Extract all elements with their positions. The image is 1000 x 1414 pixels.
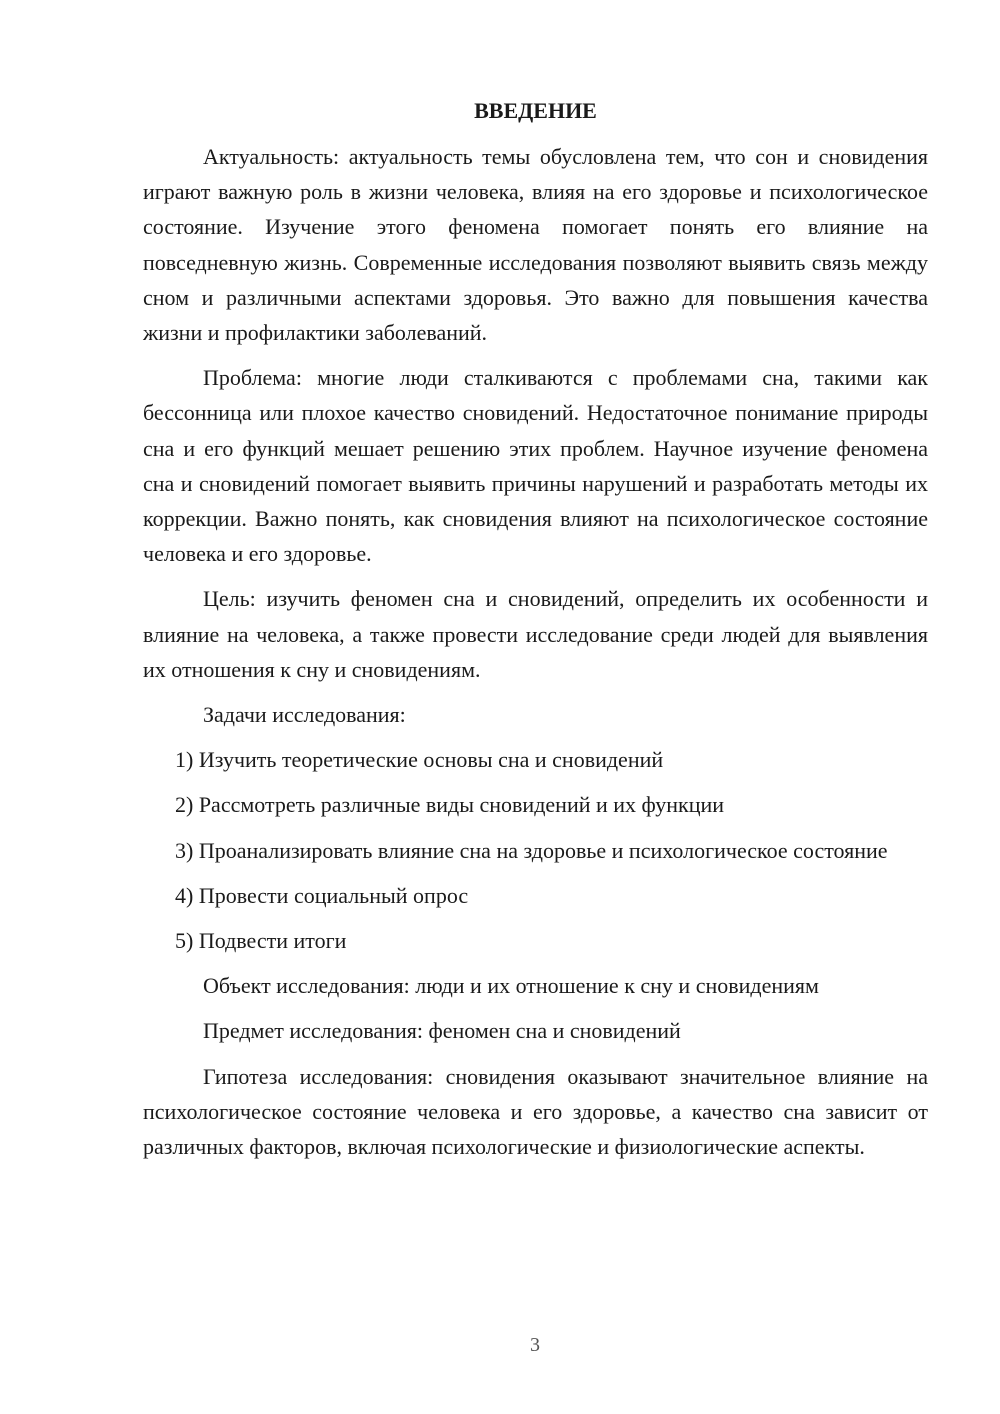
paragraph-hypothesis: Гипотеза исследования: сновидения оказывают значительное влияние на психологическое состояние человека и его здоровье, а качество сна зависит от различных факторов, включая психологические и физиологические аспекты. <box>143 1063 928 1160</box>
task-item-5: 5) Подвести итоги <box>175 928 347 954</box>
paragraph-subject: Предмет исследования: феномен сна и сновидений <box>203 1018 681 1044</box>
task-item-4: 4) Провести социальный опрос <box>175 882 469 908</box>
paragraph-problem: Проблема: многие люди сталкиваются с проблемами сна, такими как бессонница или плохое качество сновидений. Недостаточное понимание природы сна и его функций мешает решению этих проблем. Научное изучение феномена сна и сновидений помогает выявить причины нарушений и разработать методы их коррекции. Важно понять, как сновидения влияют на психологическое состояние человека и его здоровье. <box>143 365 928 567</box>
tasks-heading: Задачи исследования: <box>203 702 406 728</box>
paragraph-object: Объект исследования: люди и их отношение к сну и сновидениям <box>203 973 819 999</box>
document-page <box>143 95 928 1174</box>
page-title: ВВЕДЕНИЕ <box>474 98 597 123</box>
paragraph-goal: Цель: изучить феномен сна и сновидений, определить их особенности и влияние на человека, а также провести исследование среди людей для выявления их отношения к сну и сновидениям. <box>143 586 928 682</box>
task-item-1: 1) Изучить теоретические основы сна и сновидений <box>175 747 664 773</box>
task-item-2: 2) Рассмотреть различные виды сновидений и их функции <box>175 792 725 818</box>
page-number: 3 <box>530 1334 540 1356</box>
task-item-3: 3) Проанализировать влияние сна на здоровье и психологическое состояние <box>175 837 888 863</box>
paragraph-relevance: Актуальность: актуальность темы обусловлена тем, что сон и сновидения играют важную роль в жизни человека, влияя на его здоровье и психологическое состояние. Изучение этого феномена помогает понять его влияние на повседневную жизнь. Современные исследования позволяют выявить связь между сном и различными аспектами здоровья. Это важно для повышения качества жизни и профилактики заболеваний. <box>143 144 928 346</box>
